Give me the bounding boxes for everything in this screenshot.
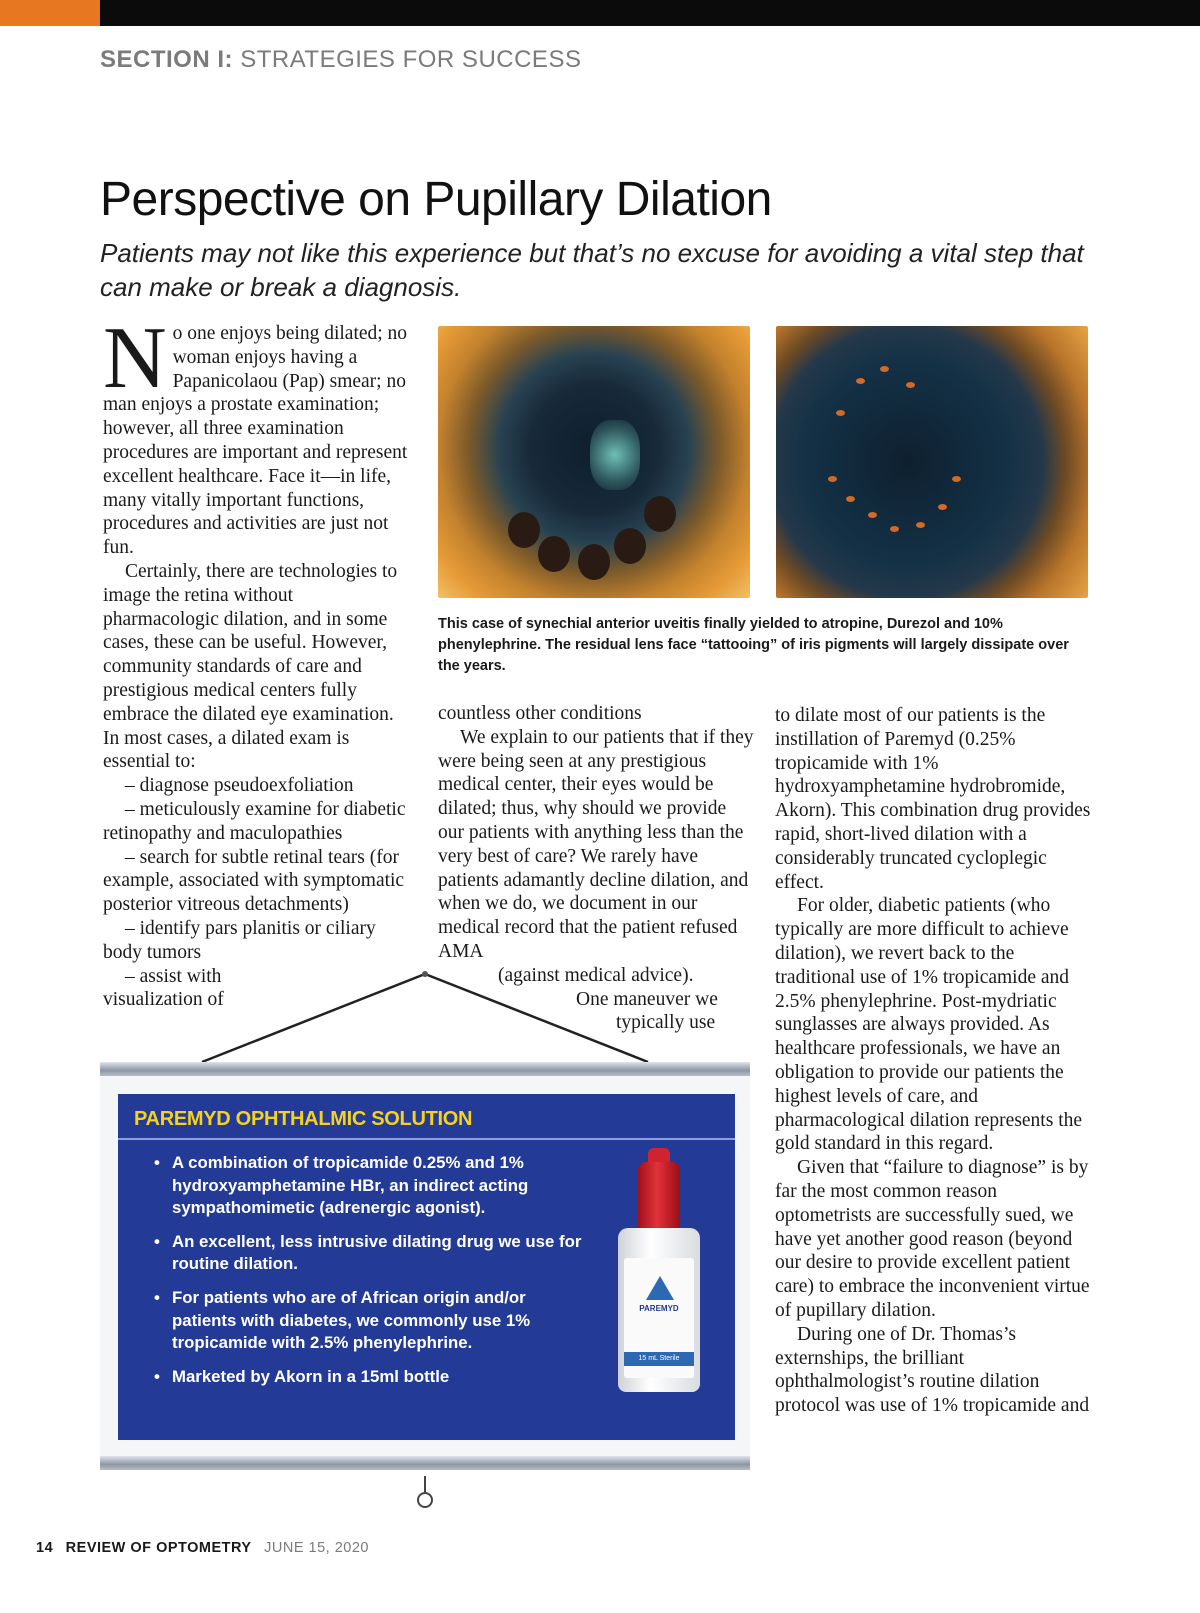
paragraph: (against medical advice). [498,964,694,986]
page-footer [36,1540,369,1556]
bottle-body [618,1228,700,1392]
poster-bullet: • For patients who are of African origin and/or patients with diabetes, we commonly use 1% tropicamide with 2.5% phenylephrine. [154,1287,594,1355]
paragraph: to dilate most of our patients is the instillation of Paremyd (0.25% tropicamide with 1% hydroxyamphetamine hydrobromide, Akorn). This combination drug provides rapid, short-lived dilation with a considerably truncated cycloplegic effect. [775,705,1091,893]
journal-name: REVIEW OF OPTOMETRY [65,1540,252,1556]
paragraph: For older, diabetic patients (who typically are more difficult to achieve dilation), we revert back to the traditional use of 1% tropicamide and 2.5% phenylephrine. Post-mydriatic sunglasses are always provided. As healthcare professionals, we have an obligation to provide our patients the highest levels of care, and pharmacological dilation represents the gold standard in this regard. [775,895,1083,1155]
poster-bottom-rod [100,1456,750,1470]
bottle-brand: PAREMYD [639,1304,679,1313]
list-item: – assist with visualization of [103,965,224,1011]
list-item: – identify pars planitis or ciliary body tumors [103,917,376,963]
poster-top-rod [100,1062,750,1076]
list-item: – diagnose pseudoexfoliation [125,775,354,797]
article-title: Perspective on Pupillary Dilation [100,173,772,226]
poster-bullet-list [154,1152,594,1399]
lead-text: o one enjoys being dilated; no woman enjoys having a Papanicolaou (Pap) smear; no man enjoys a prostate examination; however, all three examination procedures are important and represent excellent healthcare. Face it—in life, many vitally important functions, procedures and activities are just not fun. [103,323,408,559]
bottle-strip-text: 15 mL Sterile [638,1355,680,1362]
poster-bullet: • Marketed by Akorn in a 15ml bottle [154,1366,594,1389]
poster-bullet: • A combination of tropicamide 0.25% and 1% hydroxyamphetamine HBr, an indirect acting sympathomimetic (adrenergic agonist). [154,1152,594,1220]
poster-title: PAREMYD OPHTHALMIC SOLUTION [134,1108,473,1130]
drop-cap: N [103,310,167,407]
page-number: 14 [36,1540,54,1556]
paragraph: typically use [616,1012,716,1034]
paremyd-info-box [118,1094,735,1440]
paragraph: During one of Dr. Thomas’s externships, the brilliant ophthalmologist’s routine dilation protocol was use of 1% tropicamide and [775,1323,1090,1417]
paragraph: countless other conditions [438,703,642,724]
paragraph: One maneuver we [576,988,718,1010]
bottle-cap [638,1162,680,1232]
poster-bullet: • An excellent, less intrusive dilating drug we use for routine dilation. [154,1231,594,1276]
section-label: SECTION I: [100,46,234,73]
issue-date: JUNE 15, 2020 [264,1540,369,1556]
list-item: – meticulously examine for diabetic retinopathy and maculopathies [103,798,406,844]
list-item: – search for subtle retinal tears (for example, associated with symptomatic posterior vitreous detachments) [103,846,405,916]
poster-panel [100,1076,750,1464]
section-text: STRATEGIES FOR SUCCESS [240,46,582,73]
bottle-label [624,1258,694,1378]
pyramid-logo-icon [646,1276,674,1300]
figure-caption: This case of synechial anterior uveitis finally yielded to atropine, Durezol and 10% phenylephrine. The residual lens face “tattooing” of iris pigments will largely dissipate over the years. [438,616,1069,674]
paragraph: Given that “failure to diagnose” is by far the most common reason optometrists are successfully sued, we have yet another good reason (beyond our desire to provide excellent patient care) to embrace the inconvenient virtue of pupillary dilation. [775,1157,1090,1321]
divider [118,1138,735,1140]
paragraph: We explain to our patients that if they were being seen at any prestigious medical center, their eyes would be dilated; thus, why should we provide our patients with anything less than the very best of care? We rarely have patients adamantly decline dilation, and when we do, we document in our medical record that the patient refused AMA [438,726,754,962]
eye-drop-bottle-image [618,1162,700,1394]
article-subtitle: Patients may not like this experience but that’s no excuse for avoiding a vital step that can make or break a diagnosis. [100,238,1084,302]
paragraph: Certainly, there are technologies to image the retina without pharmacologic dilation, and in some cases, these can be useful. However, community standards of care and prestigious medical centers fully embrace the dilated eye examination. In most cases, a dilated exam is essential to: [103,560,398,773]
bottle-strip [624,1352,694,1366]
